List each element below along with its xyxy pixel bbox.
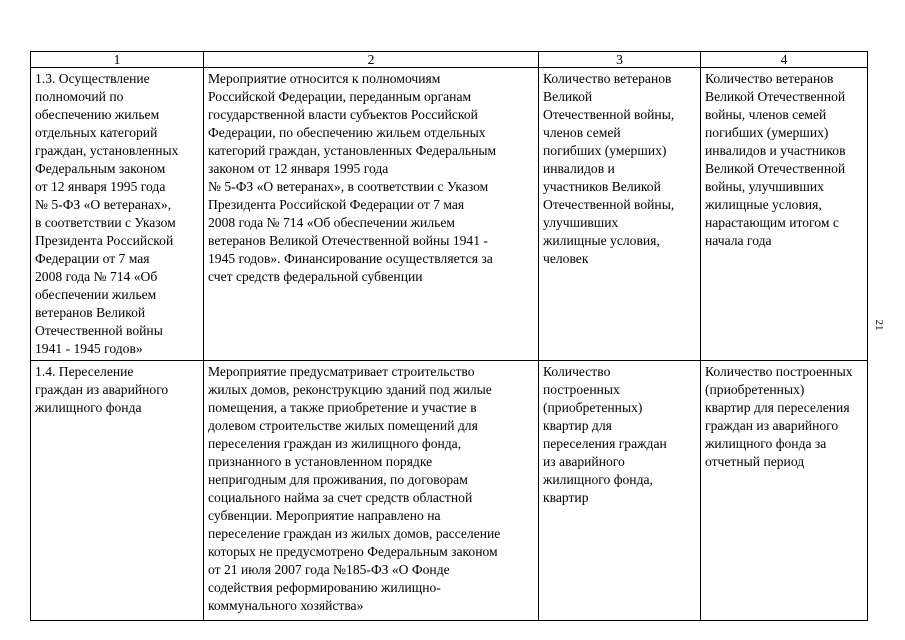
column-number-row bbox=[31, 52, 868, 68]
column-number-2: 2 bbox=[204, 52, 539, 68]
indicator-name-cell: Количество построенных (приобретенных) квартир для переселения граждан из аварийного жилищного фонда, квартир bbox=[539, 361, 701, 621]
measure-name-cell: 1.4. Переселение граждан из аварийного жилищного фонда bbox=[31, 361, 204, 621]
page-number: 21 bbox=[873, 319, 885, 331]
table-row-1-4 bbox=[31, 361, 868, 621]
measure-name-cell: 1.3. Осуществление полномочий по обеспечению жильем отдельных категорий граждан, установленных Федеральным законом от 12 января 1995 года № 5-ФЗ «О ветеранах», в соответствии с Указом Президента Российской Федерации от 7 мая 2008 года № 714 «Об обеспечении жильем ветеранов Великой Отечественной войны 1941 - 1945 годов» bbox=[31, 68, 204, 361]
indicator-method-cell: Количество ветеранов Великой Отечественной войны, членов семей погибших (умерших) инвалидов и участников Великой Отечественной войны, улучшивших жилищные условия, нарастающим итогом с начала года bbox=[701, 68, 868, 361]
measures-table bbox=[30, 51, 868, 621]
indicator-name-cell: Количество ветеранов Великой Отечественной войны, членов семей погибших (умерших) инвалидов и участников Великой Отечественной войны, улучшивших жилищные условия, человек bbox=[539, 68, 701, 361]
column-number-4: 4 bbox=[701, 52, 868, 68]
indicator-method-cell: Количество построенных (приобретенных) квартир для переселения граждан из аварийного жилищного фонда за отчетный период bbox=[701, 361, 868, 621]
measure-description-cell: Мероприятие предусматривает строительство жилых домов, реконструкцию зданий под жилые помещения, а также приобретение и участие в долевом строительстве жилых помещений для переселения граждан из жилищного фонда, признанного в установленном порядке непригодным для проживания, по договорам социального найма за счет средств областной субвенции. Мероприятие направлено на переселение граждан из жилых домов, расселение которых не предусмотрено Федеральным законом от 21 июля 2007 года №185-ФЗ «О Фонде содействия реформированию жилищно- коммунального хозяйства» bbox=[204, 361, 539, 621]
table-row-1-3 bbox=[31, 68, 868, 361]
column-number-1: 1 bbox=[31, 52, 204, 68]
column-number-3: 3 bbox=[539, 52, 701, 68]
measure-description-cell: Мероприятие относится к полномочиям Российской Федерации, переданным органам государственной власти субъектов Российской Федерации, по обеспечению жильем отдельных категорий граждан, установленных Федеральным законом от 12 января 1995 года № 5-ФЗ «О ветеранах», в соответствии с Указом Президента Российской Федерации от 7 мая 2008 года № 714 «Об обеспечении жильем ветеранов Великой Отечественной войны 1941 - 1945 годов». Финансирование осуществляется за счет средств федеральной субвенции bbox=[204, 68, 539, 361]
